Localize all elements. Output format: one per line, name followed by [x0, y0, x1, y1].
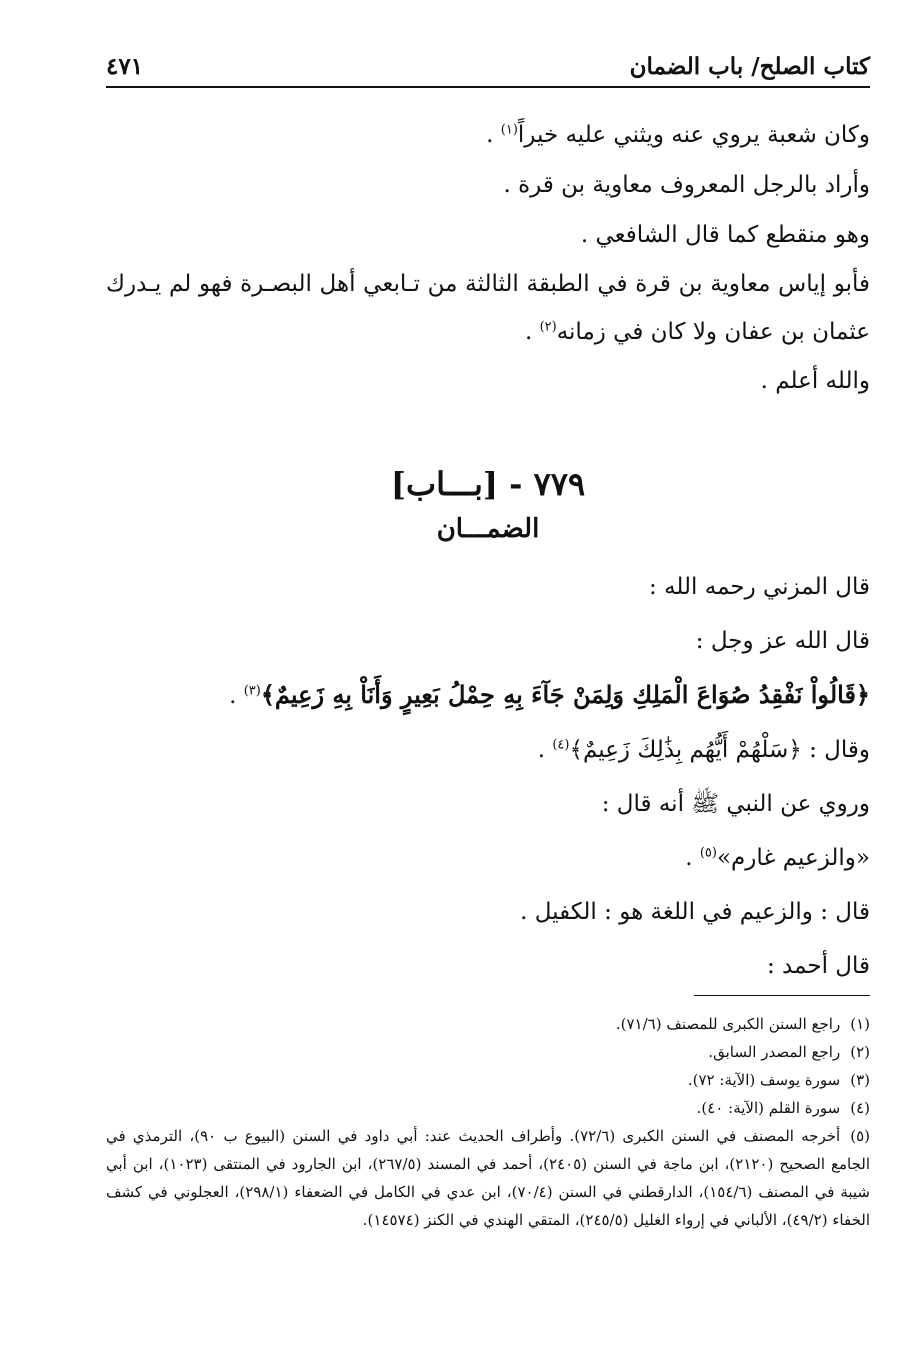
footnote: (٥)أخرجه المصنف في السنن الكبرى (٧٢/٦). وأطراف الحديث عند: أبي داود في السنن (البيوع ب ٩٠)، الترمذي في الجامع الصحيح (٢١٢٠)، ابن ماجة في السنن (٢٤٠٥)، أحمد في المسند (٢٦٧/٥)، ابن الجارود في المنتقى (١٠٢٣)، ابن أبي شيبة في المصنف (١٥٤/٦)، الدارقطني في السنن (٧٠/٤)، ابن عدي في الكامل في الضعفاء (٢٩٨/١)، العجلوني في كشف الخفاء (٤٩/٢)، الألباني في إرواء الغليل (٢٤٥/٥)، المتقي الهندي في الكنز (١٤٥٧٤).	[106, 1127, 871, 1229]
quran-verse: ﴿قَالُواْ نَفْقِدُ صُوَاعَ الْمَلِكِ وَلِمَنْ جَآءَ بِهِ حِمْلُ بَعِيرٍ وَأَنَاْ بِهِ زَعِيمٌ﴾$^{(٣)}$ .	[229, 680, 870, 709]
paragraph: والله أعلم .	[760, 368, 870, 394]
footnote-number: (٣)	[850, 1071, 870, 1089]
text-line: قال الله عز وجل :	[695, 628, 870, 654]
chapter-heading	[106, 460, 870, 550]
text-line: وقال : ﴿سَلْهُمْ أَيُّهُم بِذَٰلِكَ زَعِيمٌ﴾$^{(٤)}$ .	[537, 737, 870, 763]
text-line: وروي عن النبي ﷺ أنه قال :	[601, 791, 870, 817]
footnote-number: (٤)	[850, 1099, 870, 1117]
footnote-number: (٥)	[850, 1127, 871, 1145]
footnote-ref[interactable]: (٥)	[699, 845, 717, 861]
paragraph: وأراد بالرجل المعروف معاوية بن قرة .	[503, 172, 870, 198]
body-text	[106, 110, 870, 406]
section-text	[106, 560, 870, 993]
running-title: كتاب الصلح/ باب الضمان	[629, 53, 870, 80]
text-line: قال أحمد :	[766, 953, 870, 979]
paragraph: وكان شعبة يروي عنه ويثني عليه خيراً$^{(١)}$ .	[486, 122, 870, 148]
paragraph: فأبو إياس معاوية بن قرة في الطبقة الثالثة من تـابعي أهل البصـرة فهو لم يـدرك عثمان بن عفان ولا كان في زمانه$^{(٢)}$ .	[106, 271, 870, 345]
footnote-ref[interactable]: (٣)	[243, 683, 261, 699]
footnote-ref[interactable]: (١)	[500, 122, 518, 138]
text-line: قال : والزعيم في اللغة هو : الكفيل .	[520, 899, 870, 925]
footnote-number: (١)	[850, 1015, 870, 1033]
chapter-title: الضمـــان	[436, 514, 540, 544]
paragraph: وهو منقطع كما قال الشافعي .	[580, 222, 870, 248]
footnote: (٣)سورة يوسف (الآية: ٧٢).	[687, 1071, 870, 1089]
page-number: ٤٧١	[106, 53, 144, 80]
text-line: «والزعيم غارم»$^{(٥)}$ .	[685, 845, 870, 871]
footnote-ref[interactable]: (٤)	[552, 737, 570, 753]
text-line: قال المزني رحمه الله :	[649, 574, 870, 600]
footnote-ref[interactable]: (٢)	[539, 319, 557, 335]
footnote: (٢)راجع المصدر السابق.	[708, 1043, 870, 1061]
chapter-number: ٧٧٩ - [بـــاب]	[390, 465, 586, 503]
footnote-number: (٢)	[850, 1043, 870, 1061]
footnote: (١)راجع السنن الكبرى للمصنف (٧١/٦).	[615, 1015, 870, 1033]
running-header	[106, 40, 870, 88]
footnote: (٤)سورة القلم (الآية: ٤٠).	[696, 1099, 870, 1117]
footnotes	[106, 1010, 870, 1234]
footnote-divider	[694, 995, 870, 996]
